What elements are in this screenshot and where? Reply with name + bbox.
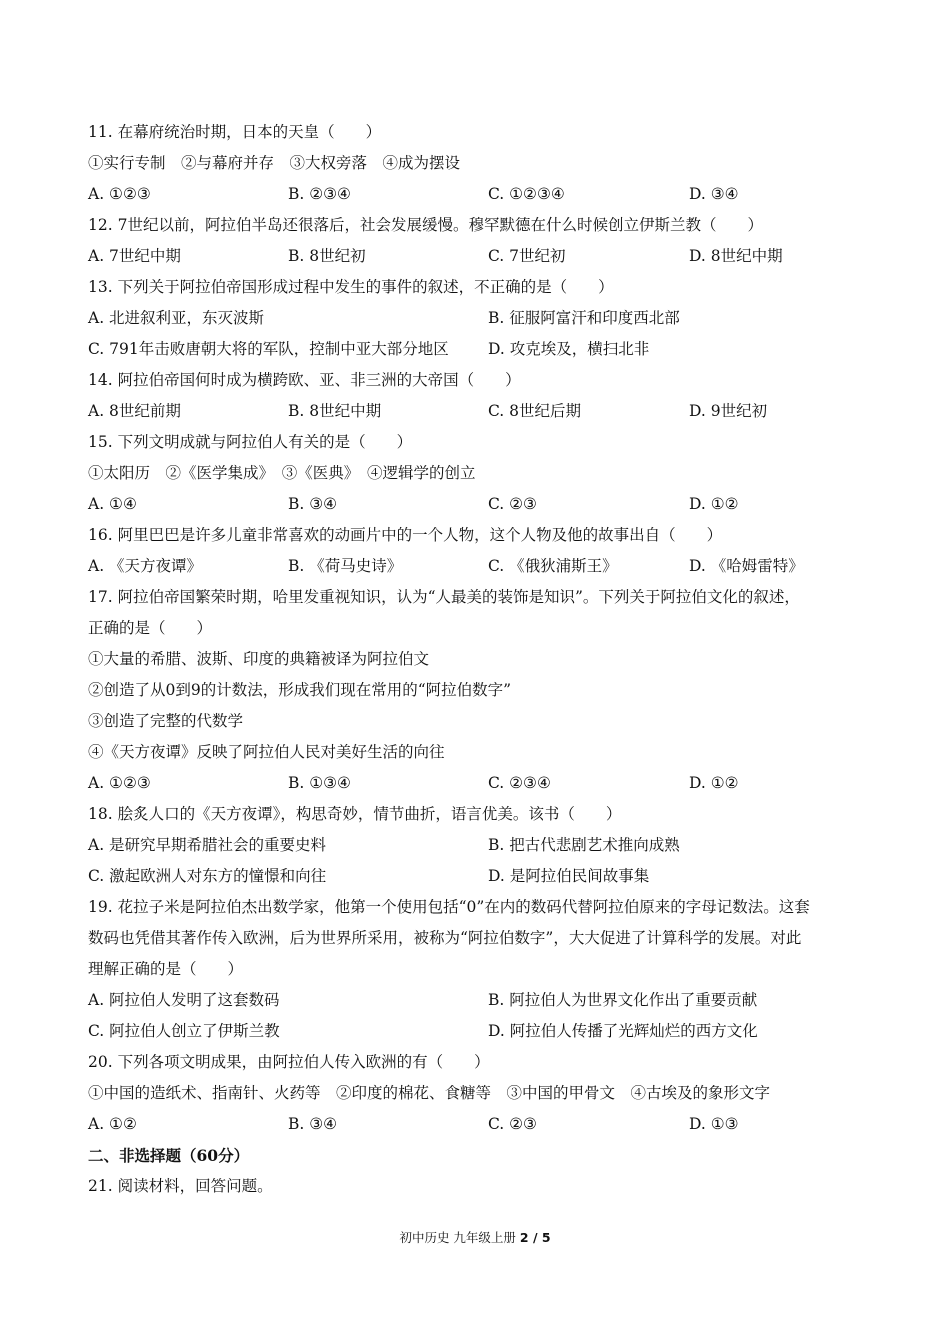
option-b: B. ②③④ <box>288 185 351 203</box>
option-a: A. 北进叙利亚，东灭波斯 <box>88 309 265 327</box>
question-12-stem: 12. 7世纪以前，阿拉伯半岛还很落后，社会发展缓慢。穆罕默德在什么时候创立伊斯兰教（ ） <box>88 216 763 234</box>
question-14-options <box>88 396 868 427</box>
question-16-options <box>88 551 868 582</box>
option-d: D. 《哈姆雷特》 <box>689 557 804 575</box>
option-d: D. 阿拉伯人传播了光辉灿烂的西方文化 <box>488 1022 758 1040</box>
question-19-options-cd <box>88 1016 868 1047</box>
option-a: A. ①② <box>88 1115 137 1133</box>
question-11-items: ①实行专制 ②与幕府并存 ③大权旁落 ④成为摆设 <box>88 154 461 172</box>
option-c: C. ②③ <box>488 1115 537 1133</box>
page-footer <box>0 1228 950 1246</box>
option-d: D. 是阿拉伯民间故事集 <box>488 867 650 885</box>
option-b: B. ①③④ <box>288 774 351 792</box>
option-d: D. ①③ <box>689 1115 739 1133</box>
option-c: C. 《俄狄浦斯王》 <box>488 557 618 575</box>
question-15-stem: 15. 下列文明成就与阿拉伯人有关的是（ ） <box>88 433 413 451</box>
question-11-stem: 11. 在幕府统治时期，日本的天皇（ ） <box>88 123 382 141</box>
option-b: B. 把古代悲剧艺术推向成熟 <box>488 836 680 854</box>
question-18-options-cd <box>88 861 868 892</box>
question-15-options <box>88 489 868 520</box>
question-17-stem-line1: 17. 阿拉伯帝国繁荣时期，哈里发重视知识，认为“人最美的装饰是知识”。下列关于阿拉伯文化的叙述， <box>88 588 800 606</box>
option-b: B. 8世纪中期 <box>288 402 382 420</box>
option-a: A. 《天方夜谭》 <box>88 557 203 575</box>
option-a: A. ①②③ <box>88 774 151 792</box>
question-18-options-ab <box>88 830 868 861</box>
question-19-options-ab <box>88 985 868 1016</box>
option-c: C. 激起欧洲人对东方的憧憬和向往 <box>88 867 327 885</box>
question-13-stem: 13. 下列关于阿拉伯帝国形成过程中发生的事件的叙述，不正确的是（ ） <box>88 278 614 296</box>
option-d: D. ①② <box>689 495 739 513</box>
option-d: D. 9世纪初 <box>689 402 768 420</box>
question-17-options <box>88 768 868 799</box>
option-b: B. 征服阿富汗和印度西北部 <box>488 309 680 327</box>
question-20-options <box>88 1109 868 1140</box>
page-number: 2 / 5 <box>519 1230 551 1245</box>
question-16-stem: 16. 阿里巴巴是许多儿童非常喜欢的动画片中的一个人物，这个人物及他的故事出自（ ） <box>88 526 723 544</box>
option-c: C. 791年击败唐朝大将的军队，控制中亚大部分地区 <box>88 340 449 358</box>
option-c: C. ②③ <box>488 495 537 513</box>
option-d: D. 攻克埃及，横扫北非 <box>488 340 650 358</box>
question-17-item-4: ④《天方夜谭》反映了阿拉伯人民对美好生活的向往 <box>88 743 445 761</box>
option-b: B. 阿拉伯人为世界文化作出了重要贡献 <box>488 991 758 1009</box>
option-a: A. 8世纪前期 <box>88 402 181 420</box>
question-14-stem: 14. 阿拉伯帝国何时成为横跨欧、亚、非三洲的大帝国（ ） <box>88 371 521 389</box>
question-12-options <box>88 241 868 272</box>
exam-page <box>88 117 868 1202</box>
section-2-title: 二、非选择题（60分） <box>88 1146 250 1165</box>
question-20-stem: 20. 下列各项文明成果，由阿拉伯人传入欧洲的有（ ） <box>88 1053 490 1071</box>
question-13-options-ab <box>88 303 868 334</box>
option-d: D. ③④ <box>689 185 739 203</box>
option-b: B. ③④ <box>288 495 338 513</box>
option-a: A. ①④ <box>88 495 137 513</box>
question-17-item-1: ①大量的希腊、波斯、印度的典籍被译为阿拉伯文 <box>88 650 430 668</box>
option-b: B. ③④ <box>288 1115 338 1133</box>
question-20-items: ①中国的造纸术、指南针、火药等 ②印度的棉花、食糖等 ③中国的甲骨文 ④古埃及的象形文字 <box>88 1084 771 1102</box>
option-a: A. 7世纪中期 <box>88 247 181 265</box>
option-c: C. 阿拉伯人创立了伊斯兰教 <box>88 1022 280 1040</box>
question-17-item-2: ②创造了从0到9的计数法，形成我们现在常用的“阿拉伯数字” <box>88 681 512 699</box>
footer-subject: 初中历史 九年级上册 <box>399 1230 520 1245</box>
option-b: B. 8世纪初 <box>288 247 366 265</box>
question-19-stem-line2: 数码也凭借其著作传入欧洲，后为世界所采用，被称为“阿拉伯数字”，大大促进了计算科学的发展。对此 <box>88 929 802 947</box>
question-19-stem-line1: 19. 花拉子米是阿拉伯杰出数学家，他第一个使用包括“0”在内的数码代替阿拉伯原来的字母记数法。这套 <box>88 898 810 916</box>
question-19-stem-line3: 理解正确的是（ ） <box>88 960 244 978</box>
option-c: C. 7世纪初 <box>488 247 566 265</box>
option-a: A. 是研究早期希腊社会的重要史料 <box>88 836 327 854</box>
option-b: B. 《荷马史诗》 <box>288 557 403 575</box>
option-a: A. 阿拉伯人发明了这套数码 <box>88 991 280 1009</box>
option-c: C. 8世纪后期 <box>488 402 582 420</box>
question-13-options-cd <box>88 334 868 365</box>
option-d: D. 8世纪中期 <box>689 247 783 265</box>
question-11-options <box>88 179 868 210</box>
question-21-stem: 21. 阅读材料，回答问题。 <box>88 1177 273 1195</box>
question-17-stem-line2: 正确的是（ ） <box>88 619 213 637</box>
option-c: C. ②③④ <box>488 774 551 792</box>
option-a: A. ①②③ <box>88 185 151 203</box>
option-c: C. ①②③④ <box>488 185 565 203</box>
option-d: D. ①② <box>689 774 739 792</box>
question-18-stem: 18. 脍炙人口的《天方夜谭》，构思奇妙，情节曲折，语言优美。该书（ ） <box>88 805 622 823</box>
question-17-item-3: ③创造了完整的代数学 <box>88 712 244 730</box>
question-15-items: ①太阳历 ②《医学集成》 ③《医典》 ④逻辑学的创立 <box>88 464 476 482</box>
